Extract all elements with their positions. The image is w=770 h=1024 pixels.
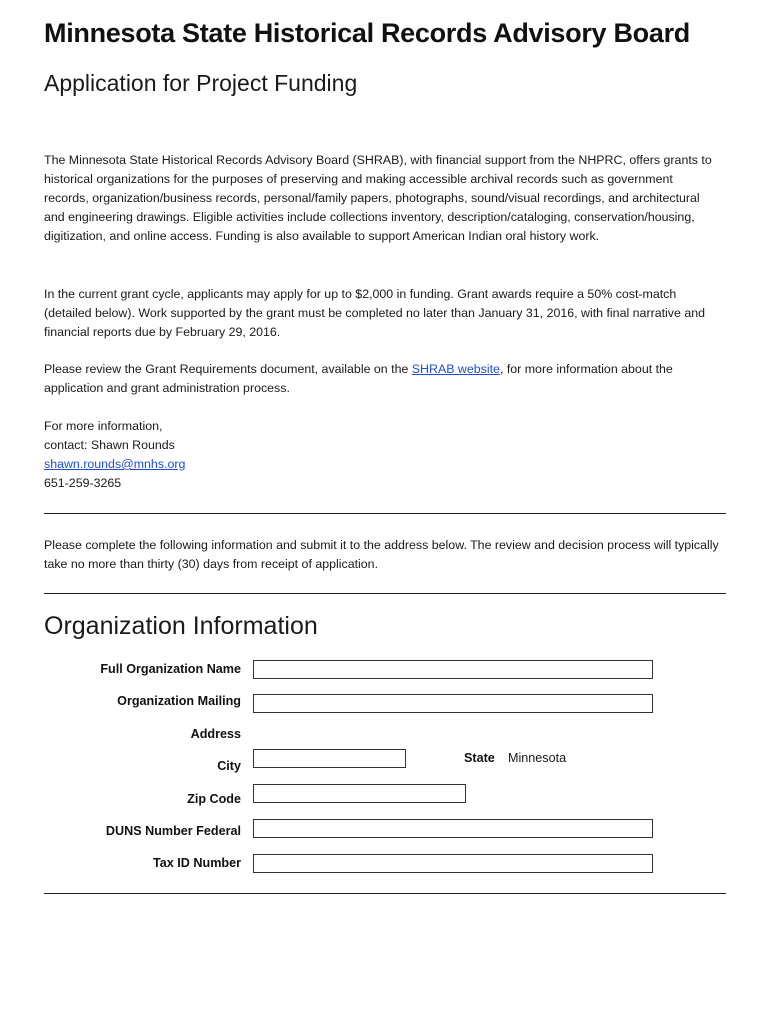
contact-line-2: contact: Shawn Rounds (44, 438, 175, 452)
divider-1 (44, 513, 726, 514)
contact-email-link[interactable]: shawn.rounds@mnhs.org (44, 457, 186, 471)
state-label: State (464, 751, 495, 765)
page-title: Minnesota State Historical Records Advisory Board (44, 18, 690, 48)
tax-id-number-label: Tax ID Number (153, 856, 241, 870)
divider-2 (44, 593, 726, 594)
divider-3 (44, 893, 726, 894)
instructions-paragraph: Please complete the following information and submit it to the address below. The review and decision process will typically take no more than thirty (30) days from receipt of application. (44, 538, 719, 571)
full-organization-name-input[interactable] (253, 660, 653, 679)
city-input[interactable] (253, 749, 406, 768)
contact-phone: 651-259-3265 (44, 476, 122, 490)
paragraph-3-text-before: Please review the Grant Requirements document, available on the (44, 362, 412, 376)
organization-mailing-label: Organization Mailing (117, 694, 241, 708)
organization-mailing-address-input[interactable] (253, 694, 653, 713)
tax-id-number-input[interactable] (253, 854, 653, 873)
zip-code-label: Zip Code (187, 792, 241, 806)
city-label: City (217, 759, 241, 773)
full-organization-name-label: Full Organization Name (100, 662, 241, 676)
intro-paragraph-2: In the current grant cycle, applicants may apply for up to $2,000 in funding. Grant awards require a 50% cost-match (detailed below). Work supported by the grant must be completed no later than January 31, 2016, with final narrative and financial reports due by February 29, 2016. (44, 287, 705, 339)
page-subtitle: Application for Project Funding (44, 70, 358, 96)
address-label: Address (190, 727, 241, 741)
shrab-website-link[interactable]: SHRAB website (411, 362, 500, 376)
intro-paragraph-1: The Minnesota State Historical Records Advisory Board (SHRAB), with financial support from the NHPRC, offers grants to historical organizations for the purposes of preserving and making accessible archival records such as government records, organization/business records, personal/family papers, photographs, sound/visual recordings, and architectural and engineering drawings. Eligible activities include collections inventory, description/cataloging, conservation/housing, digitization, and online access. Funding is also available to support American Indian oral history work. (44, 153, 712, 243)
contact-block (44, 417, 185, 493)
duns-number-input[interactable] (253, 819, 653, 838)
section-title-organization: Organization Information (44, 612, 318, 640)
paragraph-3-text-after: , for more information about the application and grant administration process. (44, 362, 673, 395)
contact-line-1: For more information, (44, 419, 163, 433)
duns-number-federal-label: DUNS Number Federal (105, 824, 241, 838)
state-value: Minnesota (508, 751, 567, 765)
intro-paragraph-3 (44, 360, 720, 398)
zip-code-input[interactable] (253, 784, 466, 803)
